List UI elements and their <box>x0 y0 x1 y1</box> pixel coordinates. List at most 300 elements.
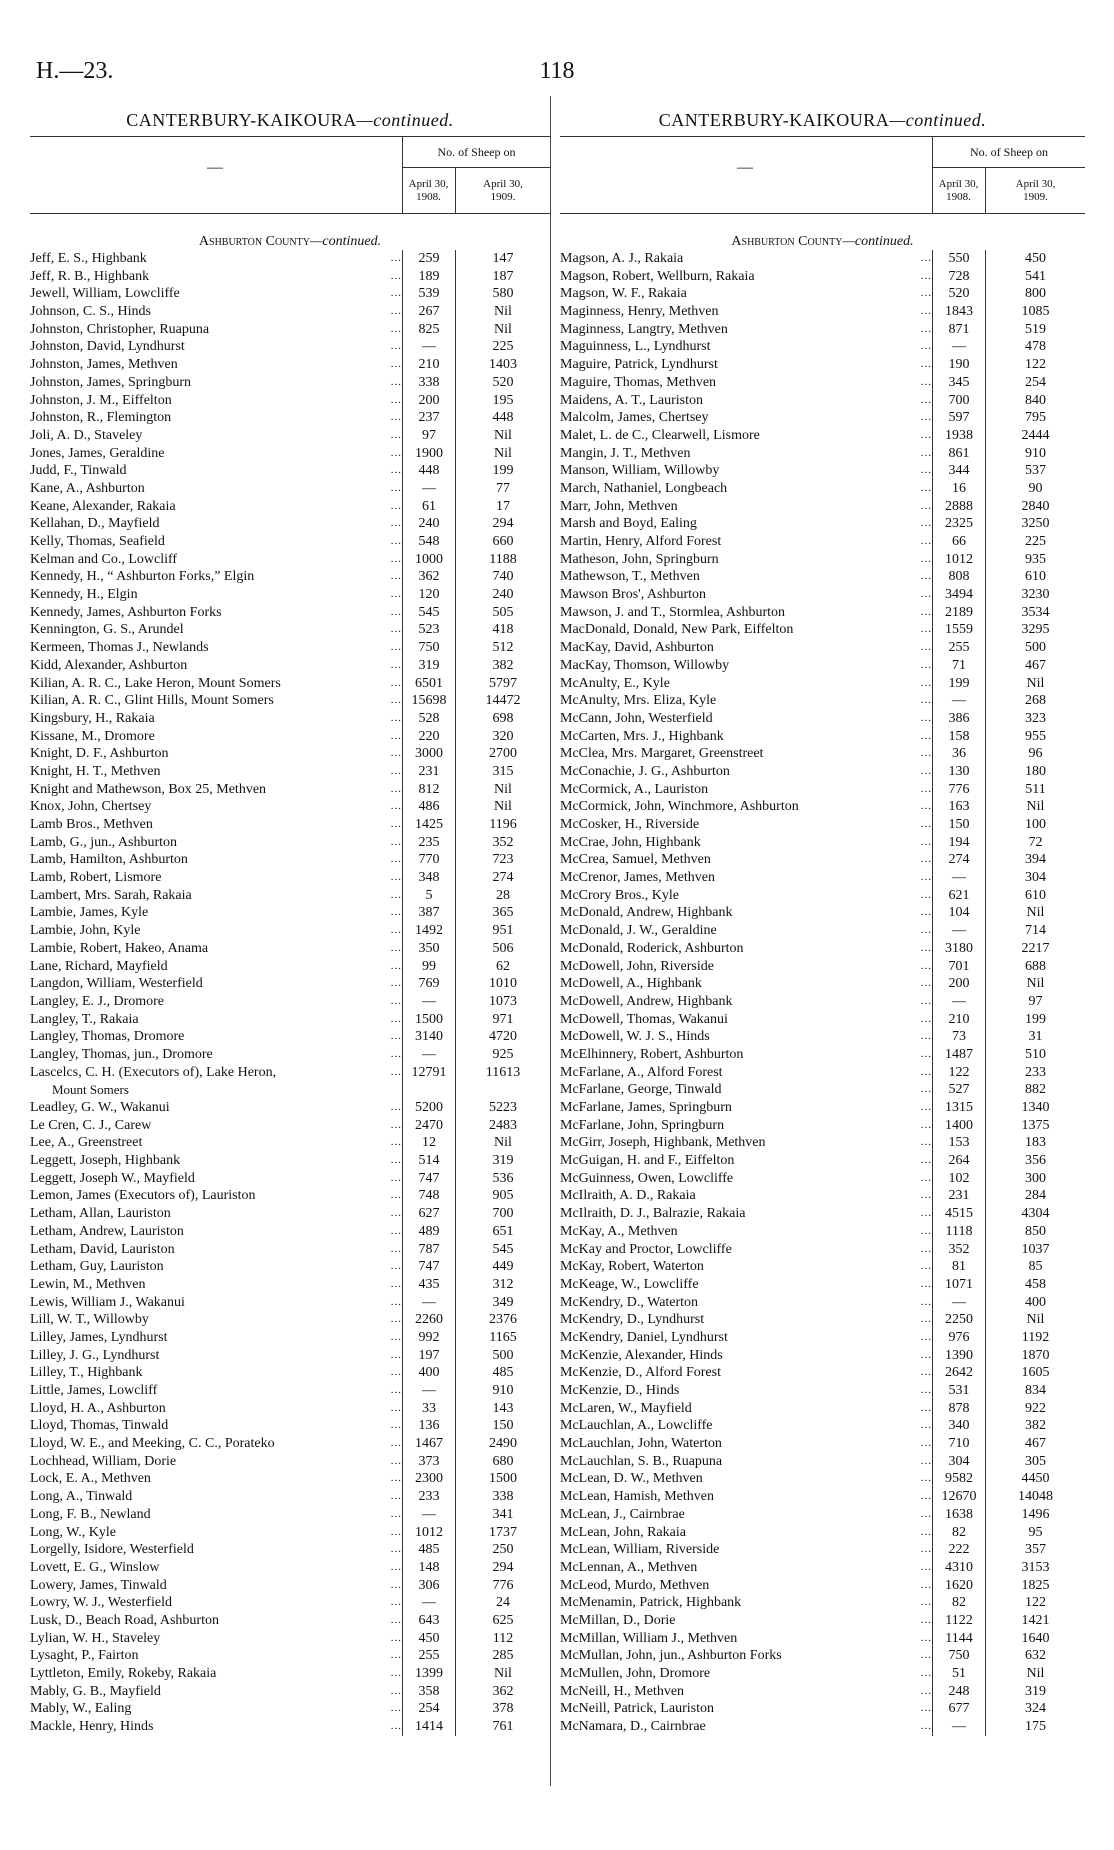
sheep-1908: 514 <box>402 1152 455 1170</box>
sheep-1909: 5223 <box>455 1099 550 1117</box>
leader-dots: ... <box>920 1330 932 1343</box>
leader-dots: ... <box>920 375 932 388</box>
sheep-1908: 231 <box>402 763 455 781</box>
holder-name: Letham, Andrew, Lauriston <box>30 1223 184 1239</box>
sheep-1909: 195 <box>455 392 550 410</box>
holder-name: Lambie, James, Kyle <box>30 905 149 921</box>
holder-name: Lloyd, W. E., and Meeking, C. C., Porateko <box>30 1436 275 1452</box>
sheep-1908: 4515 <box>932 1205 985 1223</box>
leader-dots: ... <box>920 977 932 990</box>
table-row <box>30 1117 550 1135</box>
table-row <box>30 675 550 693</box>
leader-dots: ... <box>390 1578 402 1591</box>
sheep-1908: 527 <box>932 1081 985 1099</box>
holder-name: Johnston, James, Methven <box>30 357 178 373</box>
holder-name: McCrenor, James, Methven <box>560 870 715 886</box>
sheep-1909: Nil <box>985 1311 1085 1329</box>
sheep-1908: 750 <box>932 1647 985 1665</box>
holder-name: Lilley, J. G., Lyndhurst <box>30 1347 160 1363</box>
leader-dots: ... <box>390 1330 402 1343</box>
holder-name: Long, F. B., Newland <box>30 1506 151 1522</box>
table-row <box>30 692 550 710</box>
table-row <box>30 1400 550 1418</box>
sheep-1909: 112 <box>455 1630 550 1648</box>
holder-name: Magson, W. F., Rakaia <box>560 286 687 302</box>
holder-name: Mathewson, T., Methven <box>560 569 700 585</box>
holder-name: McDowell, John, Riverside <box>560 958 714 974</box>
sheep-1909: 580 <box>455 285 550 303</box>
sheep-1909: 850 <box>985 1223 1085 1241</box>
leader-dots: ... <box>390 994 402 1007</box>
sheep-1908: 387 <box>402 904 455 922</box>
holder-name: Kidd, Alexander, Ashburton <box>30 657 188 673</box>
sheep-1908: 748 <box>402 1187 455 1205</box>
holder-name: Lowery, James, Tinwald <box>30 1577 167 1593</box>
sheep-1908: 189 <box>402 268 455 286</box>
holder-name: Langley, Thomas, jun., Dromore <box>30 1046 213 1062</box>
sheep-1908: 99 <box>402 958 455 976</box>
sheep-1909: 225 <box>455 338 550 356</box>
leader-dots: ... <box>920 393 932 406</box>
table-row <box>560 675 1085 693</box>
leader-dots: ... <box>390 1242 402 1255</box>
leader-dots: ... <box>390 1525 402 1538</box>
table-row <box>30 303 550 321</box>
sheep-1909: 700 <box>455 1205 550 1223</box>
sheep-1908: 3000 <box>402 745 455 763</box>
sheep-1908: 1390 <box>932 1347 985 1365</box>
table-row <box>30 887 550 905</box>
table-row <box>30 763 550 781</box>
sheep-1908: 158 <box>932 728 985 746</box>
leader-dots: ... <box>920 994 932 1007</box>
holder-name: Lovett, E. G., Winslow <box>30 1559 160 1575</box>
leader-dots: ... <box>920 941 932 954</box>
leader-dots: ... <box>920 1720 932 1733</box>
sheep-1908: 1000 <box>402 551 455 569</box>
sheep-1909: 2840 <box>985 498 1085 516</box>
sheep-1909: 1188 <box>455 551 550 569</box>
sheep-1908: — <box>932 922 985 940</box>
table-row <box>30 374 550 392</box>
table-row <box>560 285 1085 303</box>
sheep-1908: 82 <box>932 1524 985 1542</box>
holder-name: Johnson, C. S., Hinds <box>30 304 151 320</box>
sheep-1908: 597 <box>932 409 985 427</box>
sheep-1908: — <box>932 993 985 1011</box>
sheep-1908: 61 <box>402 498 455 516</box>
leader-dots: ... <box>920 552 932 565</box>
holder-name: Maguire, Thomas, Methven <box>560 374 717 390</box>
leader-dots: ... <box>390 747 402 760</box>
leader-dots: ... <box>920 446 932 459</box>
sheep-1908: 348 <box>402 869 455 887</box>
holder-name: Knight, H. T., Methven <box>30 763 161 779</box>
sheep-1909: 1737 <box>455 1524 550 1542</box>
leader-dots: ... <box>390 1118 402 1131</box>
sheep-1909: 324 <box>985 1700 1085 1718</box>
sheep-1909: 1375 <box>985 1117 1085 1135</box>
table-row <box>560 480 1085 498</box>
holder-name: Knight and Mathewson, Box 25, Methven <box>30 781 267 797</box>
leader-dots: ... <box>920 1136 932 1149</box>
table-row <box>560 1241 1085 1259</box>
sheep-1909: 294 <box>455 515 550 533</box>
sheep-1909: 90 <box>985 480 1085 498</box>
holder-name: Knox, John, Chertsey <box>30 799 152 815</box>
leader-dots: ... <box>920 517 932 530</box>
sheep-1909: 1037 <box>985 1241 1085 1259</box>
sheep-1908: 2470 <box>402 1117 455 1135</box>
sheep-1908: 2189 <box>932 604 985 622</box>
leader-dots: ... <box>390 535 402 547</box>
leader-dots: ... <box>390 269 402 282</box>
holder-name: McDonald, Roderick, Ashburton <box>560 940 744 956</box>
table-row <box>30 993 550 1011</box>
sheep-1908: 16 <box>932 480 985 498</box>
leader-dots: ... <box>920 1667 932 1679</box>
holder-name: Malet, L. de C., Clearwell, Lismore <box>560 427 760 443</box>
holder-name: Kilian, A. R. C., Lake Heron, Mount Somers <box>30 675 281 691</box>
leader-dots: ... <box>390 1136 402 1149</box>
table-row <box>560 869 1085 887</box>
sheep-1909: 467 <box>985 657 1085 675</box>
sheep-1908: 259 <box>402 250 455 268</box>
leader-dots: ... <box>390 1171 402 1184</box>
table-row <box>30 1524 550 1542</box>
sheep-1908: — <box>402 993 455 1011</box>
holder-name: McIlraith, A. D., Rakaia <box>560 1188 696 1204</box>
section-heading: Ashburton County—continued. <box>198 234 382 249</box>
column-title: CANTERBURY-KAIKOURA—continued. <box>126 110 454 130</box>
leader-dots: ... <box>390 588 402 601</box>
holder-name: McCrea, Samuel, Methven <box>560 852 711 868</box>
sheep-1909: 450 <box>985 250 1085 268</box>
sheep-1909: 1421 <box>985 1612 1085 1630</box>
leader-dots: ... <box>920 782 932 795</box>
leader-dots: ... <box>390 1720 402 1733</box>
holder-name: McLauchlan, John, Waterton <box>560 1436 722 1452</box>
sheep-1909: 362 <box>455 1683 550 1701</box>
holder-name: McAnulty, Mrs. Eliza, Kyle <box>560 693 717 709</box>
sheep-1908: 255 <box>932 639 985 657</box>
table-row <box>560 1541 1085 1559</box>
sheep-1909: 150 <box>455 1417 550 1435</box>
sheep-1909: 1640 <box>985 1630 1085 1648</box>
holder-name: Mackle, Henry, Hinds <box>30 1719 154 1735</box>
table-row <box>560 1347 1085 1365</box>
sheep-1908: 338 <box>402 374 455 392</box>
sheep-1908: 871 <box>932 321 985 339</box>
leader-dots: ... <box>920 729 932 742</box>
holder-name: McCrory Bros., Kyle <box>560 887 679 903</box>
sheep-1908: 878 <box>932 1400 985 1418</box>
leader-dots: ... <box>920 1490 932 1503</box>
sheep-1909: 971 <box>455 1011 550 1029</box>
leader-dots: ... <box>390 446 402 459</box>
table-row <box>30 798 550 816</box>
sheep-1909: 951 <box>455 922 550 940</box>
leader-dots: ... <box>920 1649 932 1662</box>
holder-name: McKenzie, D., Alford Forest <box>560 1365 721 1381</box>
holder-name: Mawson Bros', Ashburton <box>560 587 707 603</box>
sheep-1909: 536 <box>455 1170 550 1188</box>
table-row <box>30 1205 550 1223</box>
sheep-1908: 1425 <box>402 816 455 834</box>
table-row <box>560 1364 1085 1382</box>
sheep-1909: 225 <box>985 533 1085 551</box>
sheep-1908: 450 <box>402 1630 455 1648</box>
table-row <box>560 781 1085 799</box>
sheep-1908: 200 <box>932 975 985 993</box>
sheep-1908: 9582 <box>932 1470 985 1488</box>
page-number: 118 <box>539 58 575 84</box>
leader-dots: ... <box>390 1613 402 1626</box>
holder-name: McClea, Mrs. Margaret, Greenstreet <box>560 746 764 762</box>
holder-name: Maguinness, L., Lyndhurst <box>560 339 711 355</box>
holder-name: McKenzie, Alexander, Hinds <box>560 1347 723 1363</box>
holder-name: McLean, J., Cairnbrae <box>560 1506 685 1522</box>
sheep-1909: 100 <box>985 816 1085 834</box>
sheep-1908: 1400 <box>932 1117 985 1135</box>
table-row <box>560 250 1085 268</box>
leader-dots: ... <box>920 1543 932 1556</box>
sheep-1908: 548 <box>402 533 455 551</box>
table-row <box>30 533 550 551</box>
leader-dots: ... <box>390 694 402 707</box>
table-row <box>30 1577 550 1595</box>
sheep-1909: 610 <box>985 887 1085 905</box>
sheep-1908: 4310 <box>932 1559 985 1577</box>
sheep-1909: 2483 <box>455 1117 550 1135</box>
table-row <box>560 1187 1085 1205</box>
sheep-1908: 1492 <box>402 922 455 940</box>
sheep-1909: 180 <box>985 763 1085 781</box>
sheep-1908: — <box>402 1506 455 1524</box>
table-row <box>30 250 550 268</box>
table-row <box>560 975 1085 993</box>
holder-name: McKay and Proctor, Lowcliffe <box>560 1241 732 1257</box>
sheep-1908: 5200 <box>402 1099 455 1117</box>
holder-name: McKay, Robert, Waterton <box>560 1259 704 1275</box>
sheep-1909: 4720 <box>455 1028 550 1046</box>
sheep-1909: Nil <box>455 781 550 799</box>
sheep-1909: Nil <box>455 321 550 339</box>
sheep-1908: 1012 <box>932 551 985 569</box>
holder-name: McKay, A., Methven <box>560 1223 678 1239</box>
table-row <box>30 1223 550 1241</box>
holder-name: McDonald, Andrew, Highbank <box>560 905 733 921</box>
table-row <box>30 1506 550 1524</box>
table-row <box>560 1665 1085 1683</box>
leader-dots: ... <box>390 1454 402 1467</box>
sheep-1909: 300 <box>985 1170 1085 1188</box>
holder-name: Letham, David, Lauriston <box>30 1241 175 1257</box>
table-row <box>560 798 1085 816</box>
sheep-1908: 1620 <box>932 1577 985 1595</box>
table-row <box>30 1152 550 1170</box>
sheep-1908: 3180 <box>932 940 985 958</box>
table-row <box>560 1170 1085 1188</box>
leader-dots: ... <box>390 428 402 441</box>
table-row <box>560 1081 1085 1099</box>
table-row <box>30 1064 550 1082</box>
table-body <box>560 250 1085 1736</box>
holder-name: Maginness, Langtry, Methven <box>560 321 728 337</box>
holder-name: Martin, Henry, Alford Forest <box>560 534 722 549</box>
table-row <box>30 639 550 657</box>
sheep-1909: 240 <box>455 586 550 604</box>
sheep-1909: 3534 <box>985 604 1085 622</box>
holder-name: Leggett, Joseph W., Mayfield <box>30 1170 195 1186</box>
table-row <box>30 1488 550 1506</box>
sheep-1909: 800 <box>985 285 1085 303</box>
sheep-1908: 136 <box>402 1417 455 1435</box>
leader-dots: ... <box>920 1295 932 1308</box>
leader-dots: ... <box>390 1012 402 1025</box>
table-row <box>30 1559 550 1577</box>
holder-name: Lorgelly, Isidore, Westerfield <box>30 1542 194 1558</box>
holder-name: Kennedy, H., “ Ashburton Forks,” Elgin <box>30 569 255 585</box>
sheep-1908: 73 <box>932 1028 985 1046</box>
sheep-1909: 2700 <box>455 745 550 763</box>
sheep-1909: 305 <box>985 1453 1085 1471</box>
sheep-1909: 506 <box>455 940 550 958</box>
sheep-group-header: No. of Sheep on <box>402 137 550 168</box>
table-row <box>30 1700 550 1718</box>
table-row <box>30 568 550 586</box>
leader-dots: ... <box>390 959 402 972</box>
holder-name: McDonald, J. W., Geraldine <box>560 923 717 939</box>
sheep-1908: 6501 <box>402 675 455 693</box>
leader-dots: ... <box>920 1366 932 1379</box>
sheep-1909: 625 <box>455 1612 550 1630</box>
table-row <box>560 1647 1085 1665</box>
sheep-1908: 373 <box>402 1453 455 1471</box>
sheep-1908: 150 <box>932 816 985 834</box>
sheep-1909 <box>455 1081 550 1099</box>
leader-dots: ... <box>390 1631 402 1644</box>
table-row <box>560 1117 1085 1135</box>
holder-name: Lamb, Hamilton, Ashburton <box>30 852 188 868</box>
sheep-1908: 254 <box>402 1700 455 1718</box>
table-row <box>560 1028 1085 1046</box>
leader-dots: ... <box>390 1560 402 1573</box>
table-row <box>30 1099 550 1117</box>
table-row <box>560 1683 1085 1701</box>
table-row <box>30 480 550 498</box>
sheep-1909: 925 <box>455 1046 550 1064</box>
sheep-1908: 36 <box>932 745 985 763</box>
year-1908-header: April 30, 1908. <box>932 168 984 213</box>
leader-dots: ... <box>390 1047 402 1060</box>
leader-dots: ... <box>390 729 402 742</box>
leader-dots: ... <box>920 1525 932 1538</box>
table-row <box>560 1311 1085 1329</box>
table-row <box>560 993 1085 1011</box>
sheep-1909: 1165 <box>455 1329 550 1347</box>
sheep-1908: 1414 <box>402 1718 455 1736</box>
leader-dots: ... <box>390 676 402 689</box>
sheep-1909: 510 <box>985 1046 1085 1064</box>
sheep-1908: 1118 <box>932 1223 985 1241</box>
table-row <box>560 1524 1085 1542</box>
holder-name: McMillan, William J., Methven <box>560 1630 738 1646</box>
leader-dots: ... <box>920 1560 932 1573</box>
table-row <box>30 816 550 834</box>
sheep-1908: 210 <box>402 356 455 374</box>
holder-name: Marr, John, Methven <box>560 498 678 514</box>
holder-name: McCormick, John, Winchmore, Ashburton <box>560 799 799 815</box>
leader-dots: ... <box>920 464 932 477</box>
table-row <box>30 1718 550 1736</box>
sheep-1908: 222 <box>932 1541 985 1559</box>
leader-dots: ... <box>390 1189 402 1202</box>
sheep-1909: 541 <box>985 268 1085 286</box>
sheep-1908: 306 <box>402 1577 455 1595</box>
holder-name: Johnston, David, Lyndhurst <box>30 339 185 355</box>
sheep-1908: — <box>402 1382 455 1400</box>
sheep-1908: 210 <box>932 1011 985 1029</box>
leader-dots: ... <box>920 252 932 264</box>
year-1909-header: April 30, 1909. <box>985 168 1085 213</box>
holder-name: McNeill, H., Methven <box>560 1683 685 1699</box>
sheep-1908: 199 <box>932 675 985 693</box>
sheep-1908: 747 <box>402 1170 455 1188</box>
sheep-1908: 1938 <box>932 427 985 445</box>
sheep-1909: 284 <box>985 1187 1085 1205</box>
sheep-1908: — <box>402 1294 455 1312</box>
sheep-1909: Nil <box>455 445 550 463</box>
leader-dots: ... <box>920 499 932 512</box>
leader-dots: ... <box>920 658 932 671</box>
sheep-1908: 2260 <box>402 1311 455 1329</box>
table-header <box>560 136 1085 214</box>
sheep-1909: 122 <box>985 1594 1085 1612</box>
leader-dots: ... <box>920 1065 932 1078</box>
sheep-1909: 97 <box>985 993 1085 1011</box>
table-row <box>560 268 1085 286</box>
sheep-1909: 449 <box>455 1258 550 1276</box>
table-row <box>30 1011 550 1029</box>
sheep-1909: Nil <box>985 675 1085 693</box>
table-row <box>560 1488 1085 1506</box>
leader-dots: ... <box>390 552 402 565</box>
sheep-1908: 677 <box>932 1700 985 1718</box>
holder-name: MacKay, David, Ashburton <box>560 640 714 656</box>
table-row <box>30 586 550 604</box>
holder-name: McAnulty, E., Kyle <box>560 675 670 691</box>
sheep-1909: Nil <box>985 798 1085 816</box>
sheep-1909: 199 <box>455 462 550 480</box>
sheep-1909: 485 <box>455 1364 550 1382</box>
sheep-1908: 255 <box>402 1647 455 1665</box>
table-row <box>560 692 1085 710</box>
leader-dots: ... <box>920 269 932 282</box>
holder-name: Long, A., Tinwald <box>30 1489 133 1505</box>
table-row <box>30 922 550 940</box>
sheep-1909: 14048 <box>985 1488 1085 1506</box>
leader-dots: ... <box>920 924 932 937</box>
holder-name: McLean, John, Rakaia <box>560 1524 686 1540</box>
table-header <box>30 136 550 214</box>
leader-dots: ... <box>390 517 402 530</box>
sheep-1908: 350 <box>402 940 455 958</box>
sheep-1909: 2490 <box>455 1435 550 1453</box>
sheep-1908: 750 <box>402 639 455 657</box>
leader-dots: ... <box>920 1189 932 1202</box>
table-row <box>560 621 1085 639</box>
